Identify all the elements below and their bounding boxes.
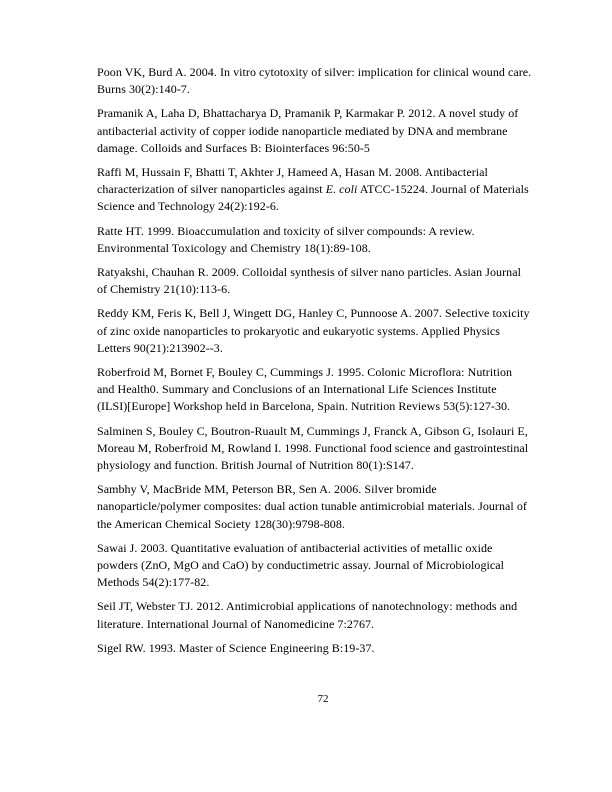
- reference-text: of zinc oxide nanoparticles to prokaryotic and eukaryotic systems. Applied Physics: [97, 323, 501, 338]
- reference-text: Raffi M, Hussain F, Bhatti T, Akhter J, Hameed A, Hasan M. 2008. Antibacterial: [97, 165, 488, 180]
- reference-text: Reddy KM, Feris K, Bell J, Wingett DG, Hanley C, Punnoose A. 2007. Selective toxicity: [97, 306, 530, 321]
- reference-text: Environmental Toxicology and Chemistry 18(1):89-108.: [97, 240, 371, 255]
- reference-text: the American Chemical Society 128(30):9798-808.: [97, 516, 345, 531]
- reference-text: Salminen S, Bouley C, Boutron-Ruault M, Cummings J, Franck A, Gibson G, Isolauri E,: [97, 423, 528, 438]
- reference-text: literature. International Journal of Nanomedicine 7:2767.: [97, 616, 375, 631]
- reference-text: ATCC-15224. Journal of Materials: [357, 182, 529, 197]
- page-number: 72: [317, 693, 329, 705]
- reference-text: and Health0. Summary and Conclusions of an International Life Sciences Institute: [97, 382, 497, 397]
- reference-text: physiology and function. British Journal of Nutrition 80(1):S147.: [97, 458, 414, 473]
- reference-entry: [97, 364, 549, 416]
- reference-text: Roberfroid M, Bornet F, Bouley C, Cummings J. 1995. Colonic Microflora: Nutrition: [97, 365, 513, 380]
- reference-entry: [97, 264, 549, 298]
- reference-entry: [97, 540, 549, 592]
- reference-text: Sambhy V, MacBride MM, Peterson BR, Sen A. 2006. Silver bromide: [97, 482, 437, 497]
- reference-text: characterization of silver nanoparticles against: [97, 182, 326, 197]
- reference-text: Seil JT, Webster TJ. 2012. Antimicrobial applications of nanotechnology: methods and: [97, 599, 518, 614]
- reference-text: Sigel RW. 1993. Master of Science Engineering B:19-37.: [97, 640, 375, 655]
- reference-text: Ratyakshi, Chauhan R. 2009. Colloidal synthesis of silver nano particles. Asian Journal: [97, 265, 521, 280]
- reference-text: damage. Colloids and Surfaces B: Biointerfaces 96:50-5: [97, 140, 370, 155]
- reference-text: Moreau M, Roberfroid M, Rowland I. 1998. Functional food science and gastrointestinal: [97, 440, 529, 455]
- reference-text: (ILSI)[Europe] Workshop held in Barcelona, Spain. Nutrition Reviews 53(5):127-30.: [97, 399, 511, 414]
- reference-entry: [97, 223, 549, 257]
- reference-text: Methods 54(2):177-82.: [97, 575, 210, 590]
- reference-text: Burns 30(2):140-7.: [97, 82, 190, 97]
- reference-text: powders (ZnO, MgO and CaO) by conductimetric assay. Journal of Microbiological: [97, 558, 505, 573]
- reference-entry: [97, 481, 549, 533]
- reference-entry: [97, 64, 549, 98]
- reference-entry: [97, 423, 549, 475]
- reference-text: of Chemistry 21(10):113-6.: [97, 282, 231, 297]
- reference-entry: [97, 640, 549, 657]
- reference-text: Ratte HT. 1999. Bioaccumulation and toxicity of silver compounds: A review.: [97, 223, 475, 238]
- reference-text: Letters 90(21):213902--3.: [97, 340, 223, 355]
- reference-text: Pramanik A, Laha D, Bhattacharya D, Pramanik P, Karmakar P. 2012. A novel study of: [97, 106, 519, 121]
- reference-text: antibacterial activity of copper iodide nanoparticle mediated by DNA and membrane: [97, 123, 508, 138]
- reference-text: Poon VK, Burd A. 2004. In vitro cytotoxity of silver: implication for clinical wound care.: [97, 65, 532, 79]
- reference-entry: [97, 305, 549, 357]
- reference-text: Science and Technology 24(2):192-6.: [97, 199, 279, 214]
- reference-entry: [97, 598, 549, 632]
- reference-text: Sawai J. 2003. Quantitative evaluation of antibacterial activities of metallic oxide: [97, 540, 493, 555]
- reference-italic-text: E. coli: [325, 182, 358, 197]
- reference-entry: [97, 164, 549, 216]
- reference-entry: [97, 105, 549, 157]
- references-list: [97, 64, 549, 664]
- reference-text: nanoparticle/polymer composites: dual action tunable antimicrobial materials. Journal of: [97, 499, 527, 514]
